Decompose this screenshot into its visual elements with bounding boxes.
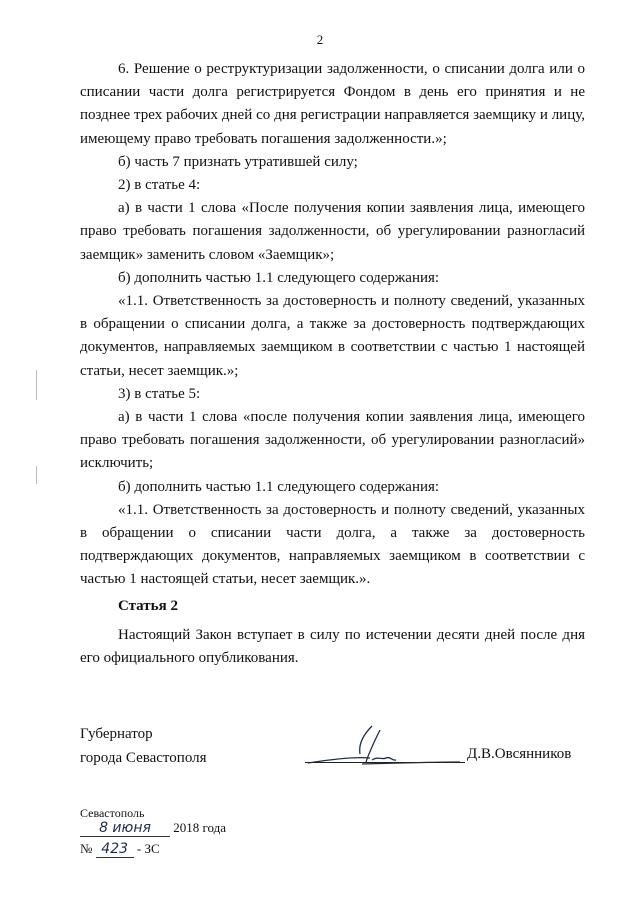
page-number: 2: [316, 32, 324, 47]
paragraph: «1.1. Ответственность за достоверность и полноту сведений, указанных в обращении о списании части долга, а также за достоверность подтверждающих документов, направляемых заемщиком в соответствии с частью 1 настоящей статьи, несет заемщик.».: [80, 501, 585, 588]
document-body: [80, 58, 585, 592]
article-text: Настоящий Закон вступает в силу по истечении десяти дней после дня его официального опубликования.: [80, 627, 585, 667]
number-prefix: №: [80, 841, 93, 856]
paragraph: б) дополнить частью 1.1 следующего содержания:: [118, 269, 440, 286]
margin-mark: [36, 370, 37, 400]
paragraph: «1.1. Ответственность за достоверность и полноту сведений, указанных в обращении о списании долга, а также за достоверность подтверждающих документов, направляемых заемщиком в соответствии с частью 1 настоящей статьи, несет заемщик.»;: [80, 293, 585, 379]
paragraph: а) в части 1 слова «После получения копии заявления лица, имеющего право требовать погашения задолженности, об урегулировании разногласий заемщик» заменить словом «Заемщик»;: [80, 200, 585, 263]
paragraph: а) в части 1 слова «после получения копии заявления лица, имеющего право требовать погашения задолженности, об урегулировании разногласий» исключить;: [80, 409, 585, 472]
signature-line: [305, 762, 465, 763]
paragraph: б) дополнить частью 1.1 следующего содержания:: [118, 478, 440, 495]
signatory-name: Д.В.Овсянников: [467, 746, 572, 762]
signatory-title: [80, 722, 207, 770]
signatory-title-line1: Губернатор: [80, 726, 153, 742]
paragraph: 3) в статье 5:: [118, 385, 201, 402]
signing-date: [80, 820, 226, 837]
handwritten-date: 8 июня: [80, 820, 170, 837]
handwritten-signature: [300, 720, 480, 775]
paragraph: 2) в статье 4:: [118, 177, 201, 194]
paragraph: б) часть 7 признать утратившей силу;: [118, 153, 358, 170]
paragraph: 6. Решение о реструктуризации задолженности, о списании долга или о списании части долга регистрируется Фондом в день его принятия и не позднее трех рабочих дней со дня регистрации направляется заемщику и лицу, имеющему право требовать погашения задолженности.»;: [80, 61, 585, 147]
law-number: [80, 841, 160, 858]
article-text-block: [80, 624, 585, 670]
margin-mark: [36, 466, 37, 484]
signing-year: 2018 года: [173, 820, 227, 835]
article-heading: Статья 2: [118, 598, 178, 614]
handwritten-number: 423: [96, 841, 134, 858]
signatory-title-line2: города Севастополя: [80, 750, 207, 766]
place-of-signing: Севастополь: [80, 806, 145, 820]
number-suffix: - ЗС: [136, 841, 160, 856]
